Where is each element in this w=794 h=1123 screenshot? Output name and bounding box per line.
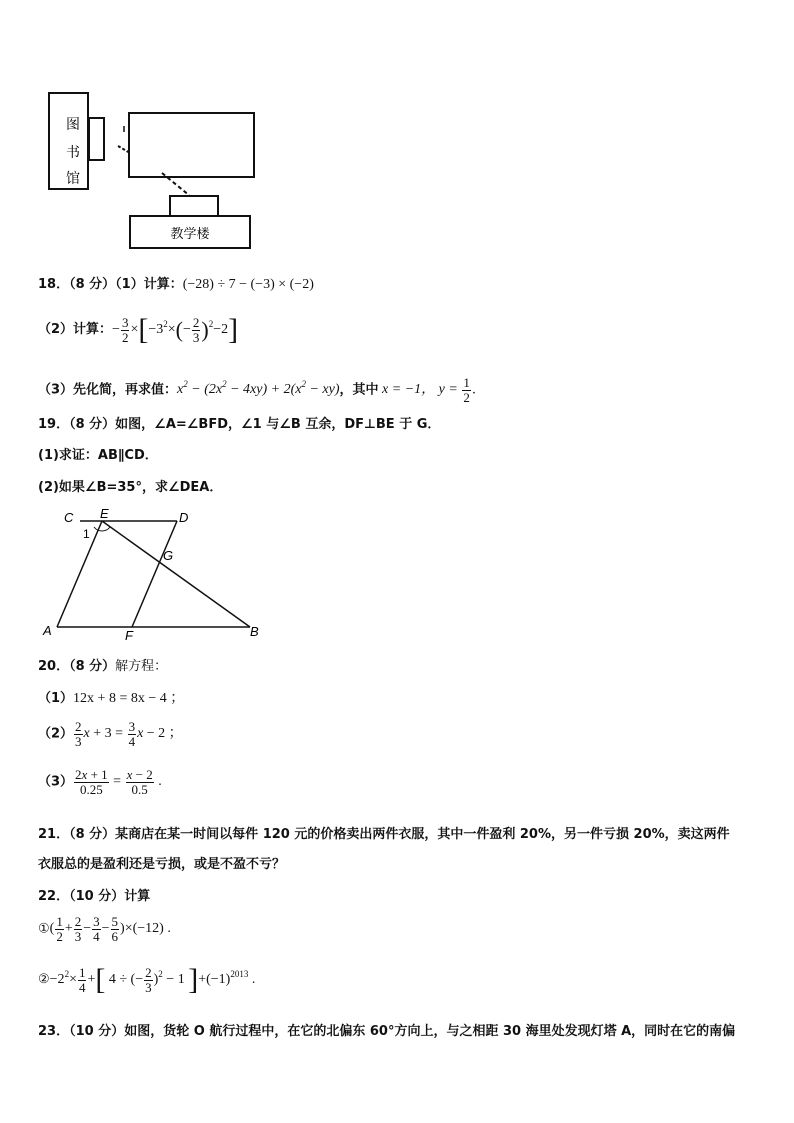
- line-ae: [57, 521, 102, 627]
- q23-text-1: 如图，货轮 O 航行过程中，在它的北偏东 60°方向上，与之相距 30 海里处发现灯塔 A，同时在它的南偏: [124, 1024, 736, 1039]
- q19-text: 如图，∠A=∠BFD，∠1 与∠B 互余，DF⊥BE 于 G．: [115, 417, 441, 432]
- label-e: E: [100, 506, 109, 521]
- q20-part2: [38, 720, 183, 748]
- label-b: B: [250, 624, 259, 639]
- library-building-diagram: [0, 0, 794, 260]
- q19-statement: [38, 418, 440, 431]
- q19-part1: (1)求证：AB∥CD．: [38, 448, 158, 463]
- q20-p3-expr: $\frac{2x + 1}{0.25}$ = $\frac{x - 2}{0.5}$ .: [75, 767, 162, 797]
- q18-p3-expr: $x^2 - (2x^2 - 4xy) + 2(x^2 - xy)$: [177, 379, 340, 398]
- label-c: C: [64, 510, 74, 525]
- q22-title: 计算: [124, 889, 151, 904]
- q18-part2: [38, 315, 238, 345]
- q22-title-line: [38, 890, 150, 903]
- q20-part3: [38, 768, 162, 796]
- q19-part2: (2)如果∠B=35°，求∠DEA．: [38, 480, 223, 495]
- q22-header: 22．（10 分）: [38, 889, 125, 904]
- q22-p1-expr: ( $\frac{1}{2}$ + $\frac{2}{3}$ − $\frac{3}{4}$ − $\frac{5}{6}$ )×(−12) .: [49, 914, 171, 944]
- library-char-1: 图: [66, 116, 80, 132]
- q20-p1-expr: 12x + 8 = 8x − 4 ；: [73, 691, 185, 706]
- q21-line2: 衣服总的是盈利还是亏损，或是不盈不亏？: [38, 857, 286, 872]
- q19-header: 19．（8 分）: [38, 417, 116, 432]
- q20-p2-label: （2）: [38, 726, 74, 742]
- q22-p2-label: ②: [38, 972, 50, 988]
- library-char-3: 馆: [66, 170, 80, 186]
- q18-p3-end: .: [471, 382, 476, 398]
- q23-line1: [38, 1025, 735, 1038]
- q22-p1-label: ①: [38, 921, 50, 937]
- q19-figure: [0, 500, 300, 645]
- q18-header: 18．（8 分）: [38, 277, 116, 292]
- q18-part3: [38, 376, 476, 404]
- q18-p1-label: （1）计算：: [115, 277, 183, 292]
- label-d: D: [179, 510, 189, 525]
- building-entrance: [170, 196, 218, 216]
- q20-p1-label: （1）: [38, 691, 74, 706]
- label-g: G: [163, 548, 174, 563]
- q23-header: 23．（10 分）: [38, 1024, 125, 1039]
- label-a: A: [43, 623, 52, 638]
- q18-p2-expr: − $\frac{3}{2}$ $\times[-3^2\times(-$ $\frac{2}{3}$ )$^2$−2]: [112, 313, 239, 346]
- q18-part1: [38, 278, 314, 292]
- q20-p2-expr: $\frac{2}{3}$ x + 3 = $\frac{3}{4}$ x − 2 ；: [75, 719, 183, 749]
- q21-text-1: 某商店在某一时间以每件 120 元的价格卖出两件衣服，其中一件盈利 20%，另一件亏损 20%，卖这两件: [115, 827, 730, 842]
- label-angle-1: 1: [83, 527, 90, 541]
- q18-p3-mid: ，其中: [339, 382, 379, 398]
- angle-1-arc: [94, 527, 110, 531]
- teaching-building-label: 教学楼: [170, 226, 210, 241]
- q18-p3-values: x = −1， y = $\frac{1}{2}$: [378, 375, 470, 405]
- q22-part2: [38, 965, 255, 995]
- q20-part1: [38, 692, 184, 706]
- label-f: F: [125, 628, 133, 643]
- q20-header: 20．（8 分）: [38, 659, 116, 674]
- line-eb: [102, 521, 250, 627]
- q20-p3-label: （3）: [38, 774, 74, 790]
- field-rectangle: [129, 113, 254, 177]
- q18-p3-label: （3）先化简，再求值：: [38, 382, 178, 398]
- line-fd: [132, 521, 177, 627]
- q22-part1: [38, 915, 171, 943]
- q18-p2-label: （2）计算：: [38, 322, 113, 338]
- q22-p2-expr: $-2^2\times$ $\frac{1}{4}$ +[ 4 ÷ (− $\frac{2}{3}$ )$^2$ − 1 ]$+(-1)^{2013}$ .: [49, 963, 256, 996]
- q21-header: 21．（8 分）: [38, 827, 116, 842]
- library-door: [89, 118, 104, 160]
- q21-line1: [38, 828, 730, 841]
- q20-title: 解方程：: [115, 659, 168, 674]
- library-char-2: 书: [66, 144, 80, 160]
- q18-p1-expr: (−28) ÷ 7 − (−3) × (−2): [182, 277, 314, 292]
- q20-title-line: [38, 660, 167, 673]
